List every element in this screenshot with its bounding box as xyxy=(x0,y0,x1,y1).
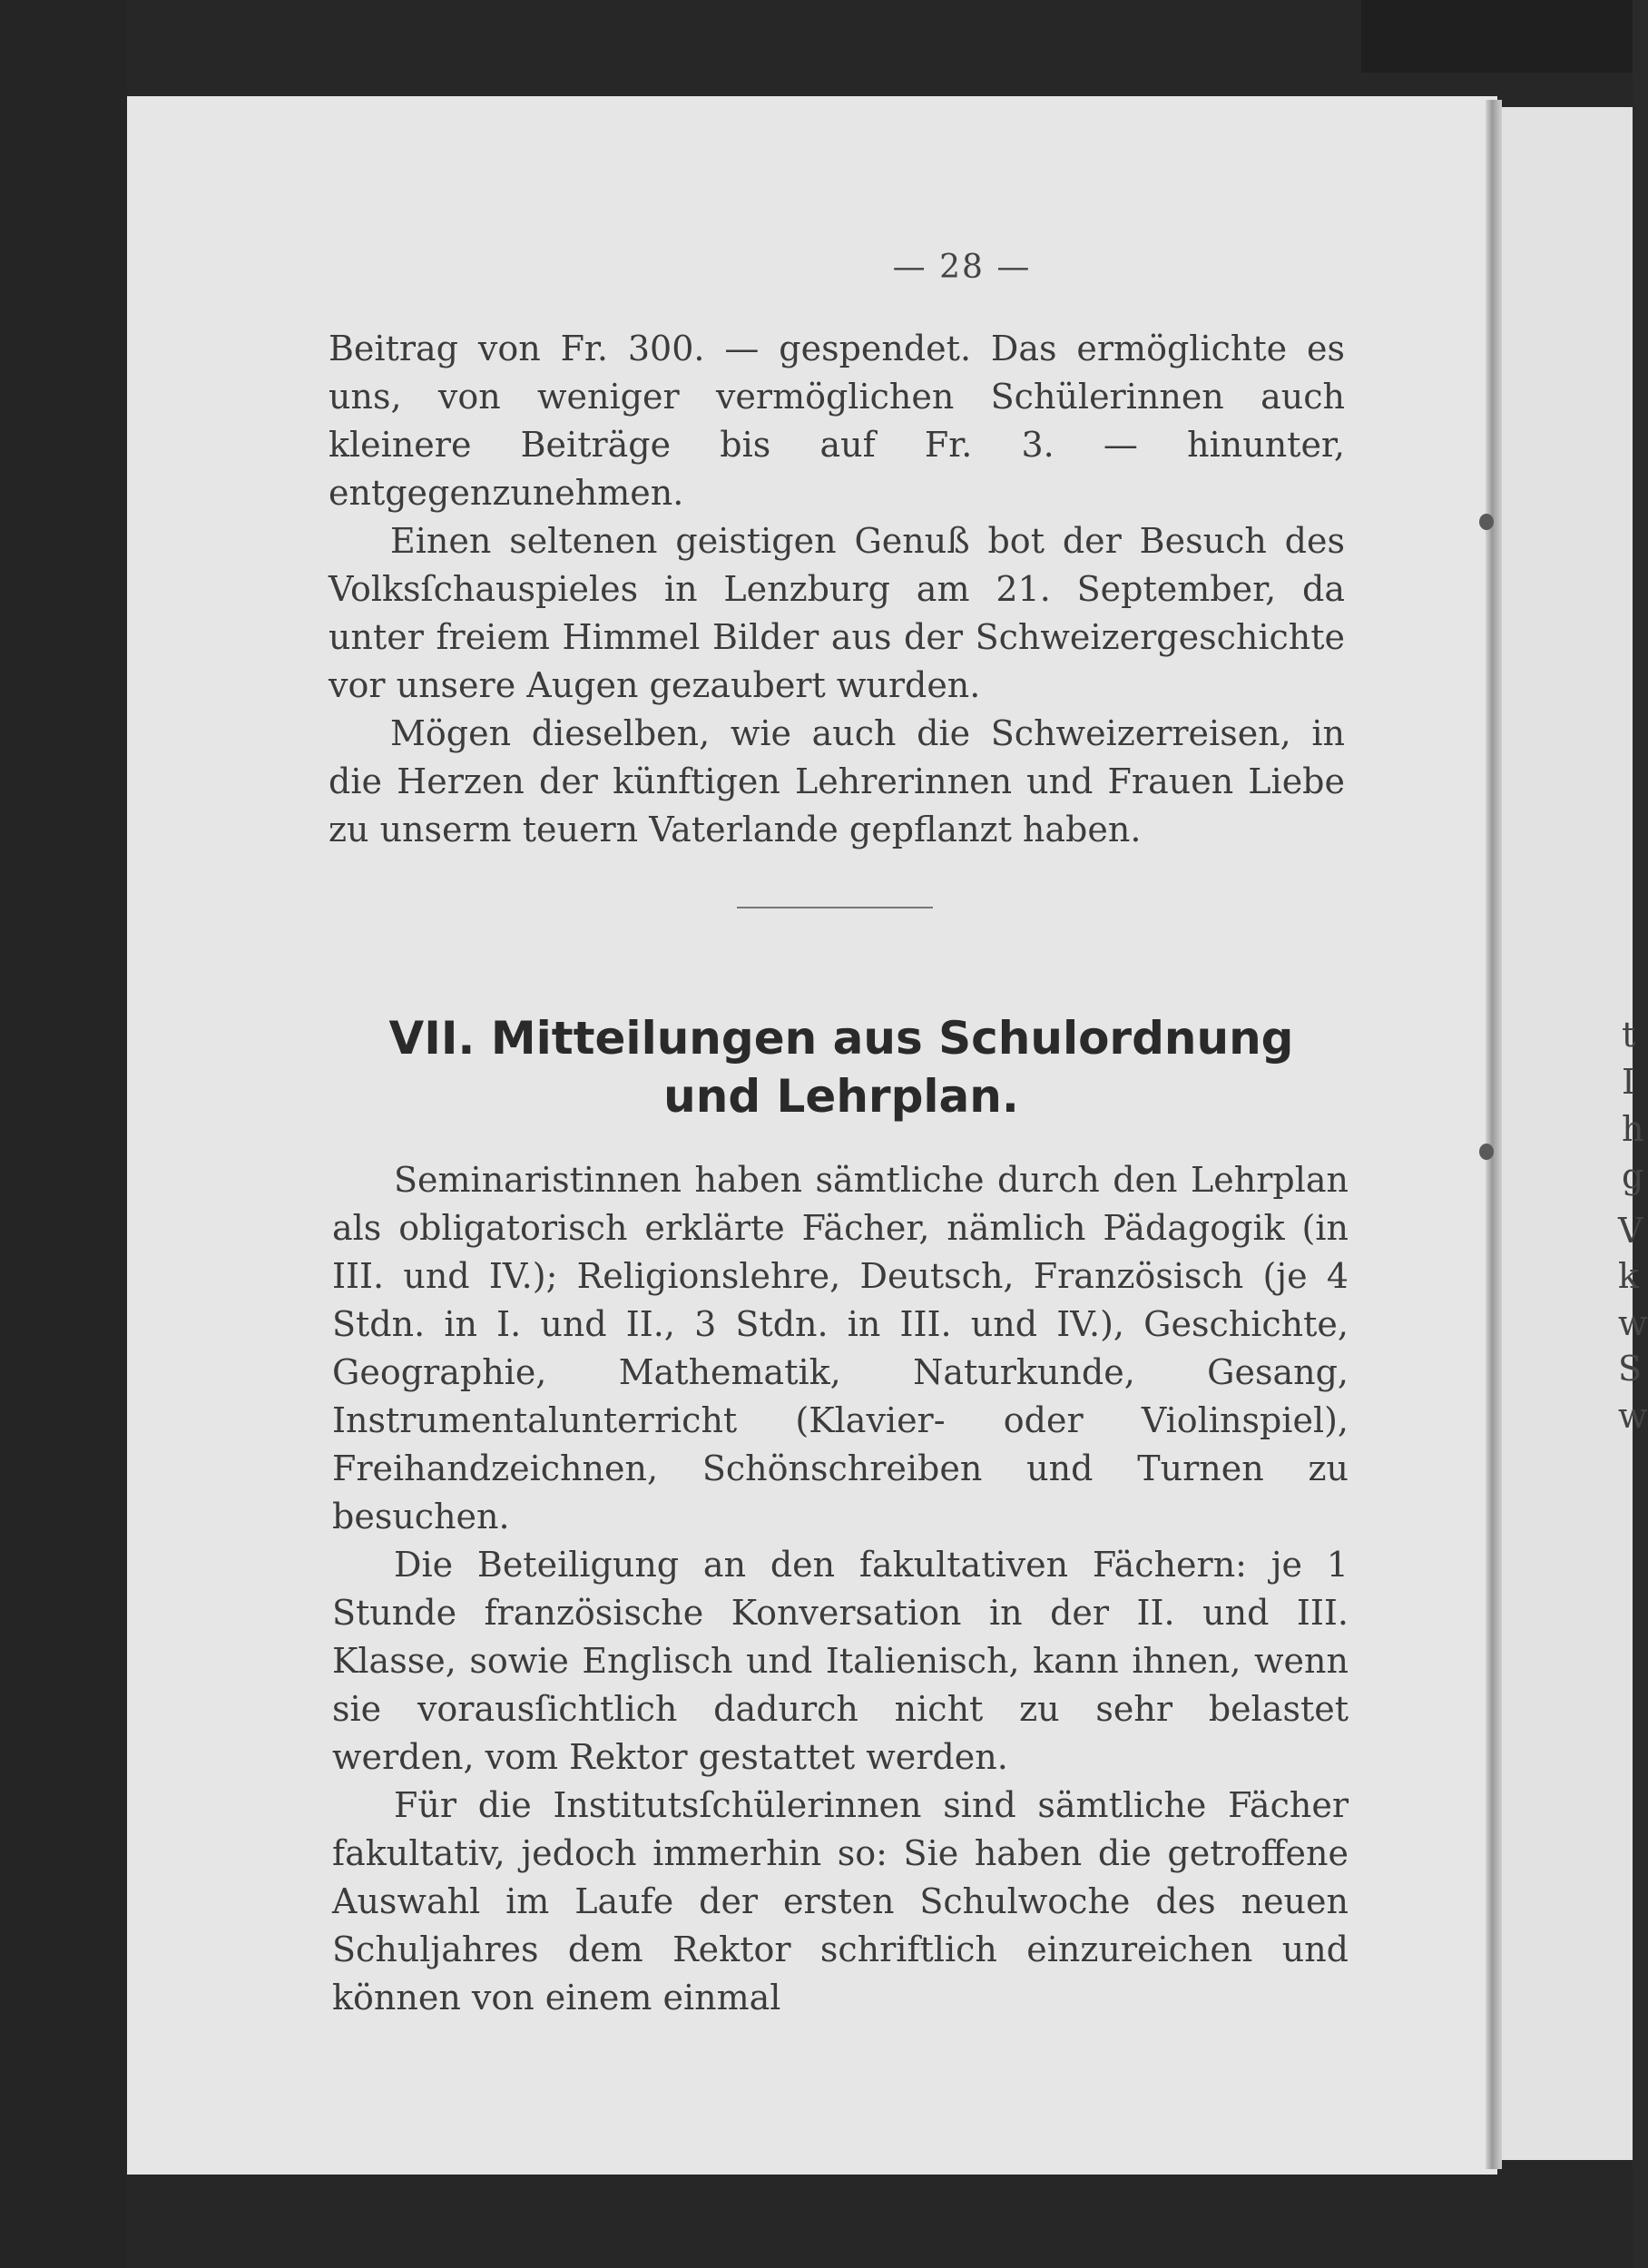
adjacent-page-letter: I xyxy=(1622,1062,1636,1102)
book-gutter xyxy=(1486,100,1502,2169)
paragraph-contribution: Beitrag von Fr. 300. — gespendet. Das ermöglichte es uns, von weniger vermöglichen Schülerinnen auch kleinere Beiträge bis auf Fr. 3. — hinunter, entgegenzunehmen. xyxy=(329,329,1345,513)
paragraph-fakultative-faecher: Die Beteiligung an den fakultativen Fächern: je 1 Stunde französische Konversation in der II. und III. Klasse, sowie Englisch und Italienisch, kann ihnen, wenn sie vorausſichtlich dadurch nicht zu sehr belastet werden, vom Rektor gestattet werden. xyxy=(332,1545,1349,1777)
adjacent-page-letter: S xyxy=(1618,1349,1643,1389)
binding-staple-icon xyxy=(1479,514,1494,530)
page-number: — 28 — xyxy=(892,249,1032,286)
adjacent-page-letter: g xyxy=(1622,1156,1644,1196)
adjacent-page-letter: w xyxy=(1618,1303,1648,1343)
scanner-frame-top-right xyxy=(1361,0,1633,73)
adjacent-page-letter: V xyxy=(1618,1211,1643,1251)
adjacent-page-letter: t xyxy=(1622,1015,1636,1055)
scanner-frame xyxy=(0,0,127,2268)
section-heading: VII. Mitteilungen aus Schulordnung und Lehrplan. xyxy=(388,1012,1294,1123)
paragraph-volksschauspiel: Einen seltenen geistigen Genuß bot der Besuch des Volksſchauspieles in Lenzburg am 21. September, da unter freiem Himmel Bilder aus der Schweizergeschichte vor unsere Augen gezaubert wurden. xyxy=(329,521,1345,705)
adjacent-page-letter: k xyxy=(1618,1256,1640,1296)
adjacent-page-letter: h xyxy=(1622,1109,1644,1149)
section-divider xyxy=(737,907,933,908)
paragraph-schweizerreisen: Mögen dieselben, wie auch die Schweizerreisen, in die Herzen der künftigen Lehrerinnen und Frauen Liebe zu unserm teuern Vaterlande gepflanzt haben. xyxy=(329,713,1345,849)
adjacent-page xyxy=(1502,107,1648,2160)
adjacent-page-letter: w xyxy=(1618,1396,1648,1436)
binding-staple-icon xyxy=(1479,1144,1494,1160)
bottom-text-block xyxy=(332,1156,1349,2022)
paragraph-institutsschuelerinnen: Für die Institutsſchülerinnen sind sämtliche Fächer fakultativ, jedoch immerhin so: Sie haben die getroffene Auswahl im Laufe der ersten Schulwoche des neuen Schuljahres dem Rektor schriftlich einzureichen und können von einem einmal xyxy=(332,1785,1349,2018)
paragraph-seminaristinnen: Seminaristinnen haben sämtliche durch den Lehrplan als obligatorisch erklärte Fächer, nämlich Pädagogik (in III. und IV.); Religionslehre, Deutsch, Französisch (je 4 Stdn. in I. und II., 3 Stdn. in III. und IV.), Geschichte, Geographie, Mathematik, Naturkunde, Gesang, Instrumentalunterricht (Klavier- oder Violinspiel), Freihandzeichnen, Schönschreiben und Turnen zu besuchen. xyxy=(332,1160,1349,1537)
top-text-block xyxy=(329,325,1345,854)
